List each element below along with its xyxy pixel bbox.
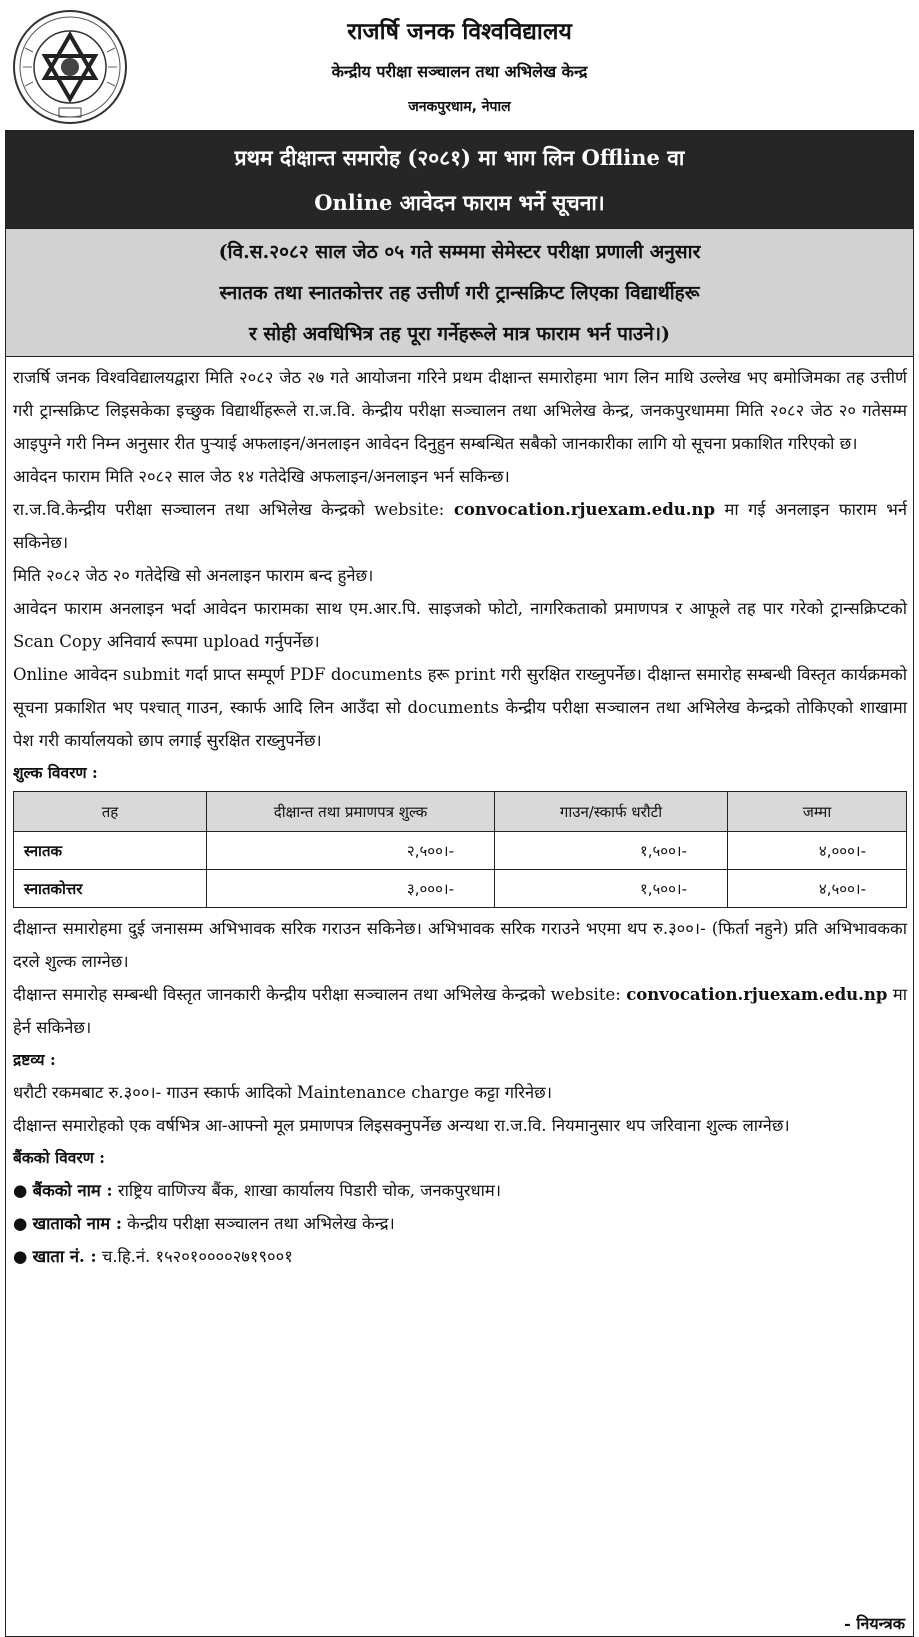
account-name-label: खाताको नाम : [32,1214,122,1233]
form-open-date: आवेदन फाराम मिति २०८२ साल जेठ १४ गतेदेखि अफलाइन/अनलाइन भर्न सकिन्छ। [13,467,510,486]
account-number-label: खाता नं. : [32,1247,97,1266]
notice-body [5,357,914,1637]
level-cell: स्नातक [14,832,207,870]
info-website-link[interactable]: convocation.rjuexam.edu.np [626,985,888,1004]
fee-cell: ३,०००।- [207,870,495,908]
form-close-date: मिति २०८२ जेठ २० गतेदेखि सो अनलाइन फाराम बन्द हुनेछ। [13,566,374,585]
website-text-post: मा गई अनलाइन फाराम भर्न सकिनेछ। [13,500,907,552]
note-maintenance: धरौटी रकमबाट रु.३००।- गाउन स्कार्फ आदिको Maintenance charge कट्टा गरिनेछ। [13,1083,552,1102]
table-row [14,832,907,870]
centre-name: केन्द्रीय परीक्षा सञ्चालन तथा अभिलेख केन्द्र [331,62,588,81]
notice-header [5,2,914,130]
guardian-paragraph: दीक्षान्त समारोहमा दुई जनासम्म अभिभावक सरिक गराउन सकिनेछ। अभिभावक सरिक गराउने भएमा थप रु.३००।- (फिर्ता नहुने) प्रति अभिभावकका दरले शुल्क लाग्नेछ। [13,919,907,971]
notes-heading: द्रष्टव्य : [13,1050,56,1069]
bank-name-label: बैंकको नाम : [32,1181,113,1200]
bank-name-item [13,1174,907,1207]
title-line-2: Online आवेदन फाराम भर्ने सूचना। [314,190,605,215]
account-number-value: च.हि.नं. १५२०१००००२७१९००१ [96,1247,293,1266]
website-paragraph [13,493,907,559]
deposit-cell: १,५००।- [495,832,728,870]
total-cell: ४,५००।- [728,870,907,908]
eligibility-note [5,229,914,357]
deposit-cell: १,५००।- [495,870,728,908]
info-text-post: मा हेर्न सकिनेछ। [13,985,908,1037]
account-name-item [13,1207,907,1240]
total-cell: ४,०००।- [728,832,907,870]
controller-signature: - नियन्त्रक [844,1614,905,1633]
fee-table-header [14,792,907,832]
account-number-item [13,1240,907,1273]
level-cell: स्नातकोत्तर [14,870,207,908]
account-name-value: केन्द्रीय परीक्षा सञ्चालन तथा अभिलेख केन्द्र। [121,1214,395,1233]
info-website-paragraph [13,978,907,1044]
table-row [14,870,907,908]
eligibility-line-3: र सोही अवधिभित्र तह पूरा गर्नेहरूले मात्र फाराम भर्न पाउने।) [248,323,671,345]
title-line-1: प्रथम दीक्षान्त समारोह (२०८१) मा भाग लिन Offline वा [234,145,685,170]
notice-page [5,2,914,1633]
col-level: तह [14,792,207,832]
documents-instructions: Online आवेदन submit गर्दा प्राप्त सम्पूर्ण PDF documents हरू print गरी सुरक्षित राख्नुपर्नेछ। दीक्षान्त समारोह सम्बन्धी विस्तृत कार्यक्रमको सूचना प्रकाशित भए पश्चात् गाउन, स्कार्फ आदि लिन आउँदा सो documents केन्द्रीय परीक्षा सञ्चालन तथा अभिलेख केन्द्रको तोकिएको शाखामा पेश गरी कार्यालयको छाप लगाई सुरक्षित राख्नुपर्नेछ। [13,665,907,750]
intro-paragraph: राजर्षि जनक विश्वविद्यालयद्वारा मिति २०८२ जेठ २७ गते आयोजना गरिने प्रथम दीक्षान्त समारोहमा भाग लिन माथि उल्लेख भए बमोजिमका तह उत्तीर्ण गरी ट्रान्सक्रिप्ट लिइसकेका इच्छुक विद्यार्थीहरूले रा.ज.वि. केन्द्रीय परीक्षा सञ्चालन तथा अभिलेख केन्द्र, जनकपुरधाममा मिति २०८२ जेठ २० गतेसम्म आइपुग्ने गरी निम्न अनुसार रीत पुऱ्याई अफलाइन/अनलाइन आवेदन दिनुहुन सम्बन्धित सबैको जानकारीका लागि यो सूचना प्रकाशित गरिएको छ। [13,368,907,453]
bullet-icon: ● [13,1181,28,1200]
info-text-pre: दीक्षान्त समारोह सम्बन्धी विस्तृत जानकारी केन्द्रीय परीक्षा सञ्चालन तथा अभिलेख केन्द्रको website: [13,985,627,1004]
col-total: जम्मा [728,792,907,832]
fee-heading: शुल्क विवरण : [13,763,98,782]
bullet-icon: ● [13,1214,28,1233]
notice-title-banner [5,130,914,229]
note-certificate: दीक्षान्त समारोहको एक वर्षभित्र आ-आफ्नो मूल प्रमाणपत्र लिइसक्नुपर्नेछ अन्यथा रा.ज.वि. नियमानुसार थप जरिवाना शुल्क लाग्नेछ। [13,1116,790,1135]
col-gown-deposit: गाउन/स्कार्फ धरौटी [495,792,728,832]
eligibility-line-1: (वि.स.२०८२ साल जेठ ०५ गते सम्ममा सेमेस्टर परीक्षा प्रणाली अनुसार [218,241,701,263]
fee-table [13,791,907,908]
website-link[interactable]: convocation.rjuexam.edu.np [453,500,716,519]
bank-name-value: राष्ट्रिय वाणिज्य बैंक, शाखा कार्यालय पिडारी चोक, जनकपुरधाम। [112,1181,502,1200]
location: जनकपुरधाम, नेपाल [408,99,511,115]
website-text-pre: रा.ज.वि.केन्द्रीय परीक्षा सञ्चालन तथा अभिलेख केन्द्रको website: [13,500,454,519]
col-convocation-fee: दीक्षान्त तथा प्रमाणपत्र शुल्क [207,792,495,832]
university-name: राजर्षि जनक विश्वविद्यालय [347,19,572,45]
bullet-icon: ● [13,1247,28,1266]
eligibility-line-2: स्नातक तथा स्नातकोत्तर तह उत्तीर्ण गरी ट्रान्सक्रिप्ट लिएका विद्यार्थीहरू [219,282,700,304]
fee-cell: २,५००।- [207,832,495,870]
upload-requirements: आवेदन फाराम अनलाइन भर्दा आवेदन फारामका साथ एम.आर.पि. साइजको फोटो, नागरिकताको प्रमाणपत्र र आफूले तह पार गरेको ट्रान्सक्रिप्टको Scan Copy अनिवार्य रूपमा upload गर्नुपर्नेछ। [13,599,907,651]
bank-heading: बैंकको विवरण : [13,1148,105,1167]
